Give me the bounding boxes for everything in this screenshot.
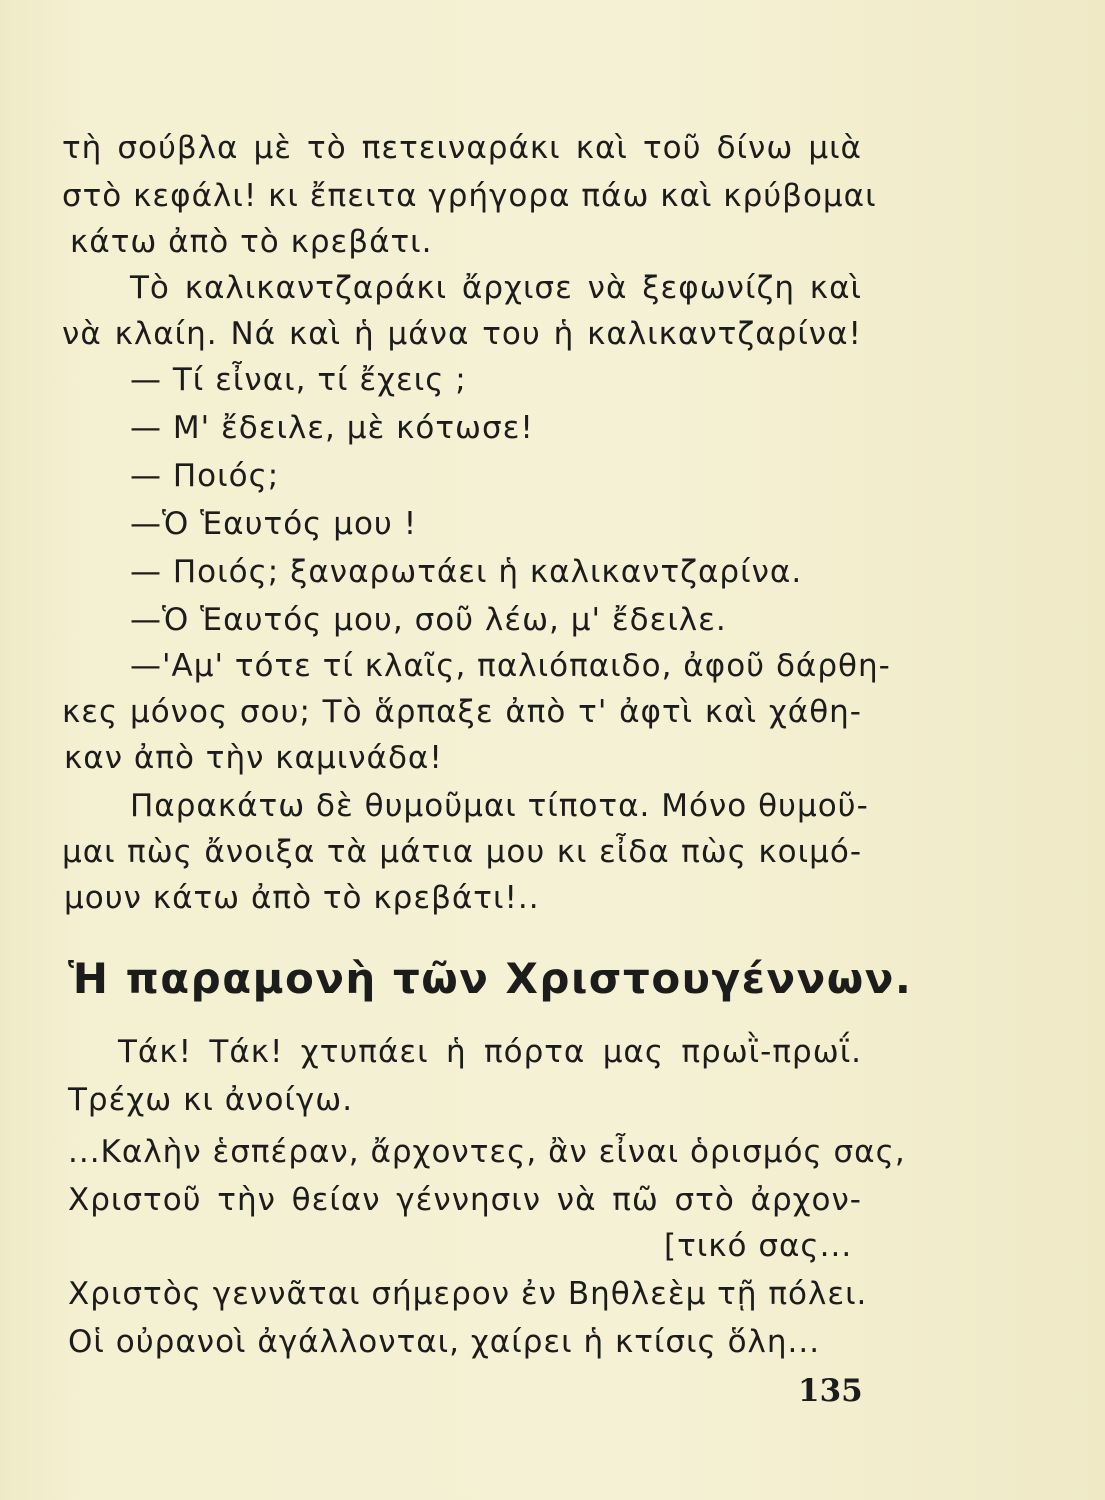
story-line-5: νὰ κλαίη. Νά καὶ ἡ μάνα του ἡ καλικαντζαρίνα! bbox=[62, 316, 862, 352]
story-line-1: τὴ σούβλα μὲ τὸ πετειναράκι καὶ τοῦ δίνω μιὰ bbox=[62, 130, 862, 166]
verse-line-3: [τικό σας... bbox=[664, 1228, 853, 1264]
story-line-8: μουν κάτω ἀπὸ τὸ κρεβάτι!.. bbox=[64, 880, 540, 916]
page-number: 135 bbox=[798, 1373, 863, 1409]
section-line-2: Τρέχω κι ἀνοίγω. bbox=[68, 1082, 354, 1118]
verse-line-5: Οἱ οὐρανοὶ ἀγάλλονται, χαίρει ἡ κτίσις ὅλη... bbox=[68, 1324, 821, 1360]
story-line-2: στὸ κεφάλι! κι ἔπειτα γρήγορα πάω καὶ κρύβομαι bbox=[62, 178, 877, 214]
dialogue-line-3: — Ποιός; bbox=[130, 458, 280, 494]
section-line-1: Τάκ! Τάκ! χτυπάει ἡ πόρτα μας πρωῒ-πρωΐ. bbox=[118, 1034, 862, 1070]
dialogue-line-9: καν ἀπὸ τὴν καμινάδα! bbox=[64, 740, 443, 776]
section-heading: Ἡ παραμονὴ τῶν Χριστουγέννων. bbox=[68, 954, 913, 1003]
story-line-7: μαι πὼς ἄνοιξα τὰ μάτια μου κι εἶδα πὼς κοιμό- bbox=[62, 834, 862, 870]
verse-line-2: Χριστοῦ τὴν θείαν γέννησιν νὰ πῶ στὸ ἀρχον- bbox=[68, 1182, 862, 1218]
dialogue-line-8: κες μόνος σου; Τὸ ἅρπαξε ἀπὸ τ' ἀφτὶ καὶ χάθη- bbox=[62, 694, 862, 730]
story-line-6: Παρακάτω δὲ θυμοῦμαι τίποτα. Μόνο θυμοῦ- bbox=[130, 788, 869, 824]
dialogue-line-6: —Ὁ Ἑαυτός μου, σοῦ λέω, μ' ἔδειλε. bbox=[130, 602, 727, 638]
dialogue-line-4: —Ὁ Ἑαυτός μου ! bbox=[130, 506, 418, 542]
verse-line-1: ...Καλὴν ἑσπέραν, ἄρχοντες, ἂν εἶναι ὁρισμός σας, bbox=[68, 1134, 906, 1170]
dialogue-line-2: — Μ' ἔδειλε, μὲ κότωσε! bbox=[130, 410, 534, 446]
dialogue-line-5: — Ποιός; ξαναρωτάει ἡ καλικαντζαρίνα. bbox=[130, 554, 803, 590]
dialogue-line-7: —'Αμ' τότε τί κλαῖς, παλιόπαιδο, ἀφοῦ δάρθη- bbox=[130, 648, 891, 684]
story-line-3: κάτω ἀπὸ τὸ κρεβάτι. bbox=[70, 224, 433, 260]
verse-line-4: Χριστὸς γεννᾶται σήμερον ἐν Βηθλεὲμ τῇ πόλει. bbox=[68, 1276, 868, 1312]
dialogue-line-1: — Τί εἶναι, τί ἔχεις ; bbox=[130, 362, 467, 398]
story-line-4: Τὸ καλικαντζαράκι ἄρχισε νὰ ξεφωνίζη καὶ bbox=[130, 270, 862, 306]
